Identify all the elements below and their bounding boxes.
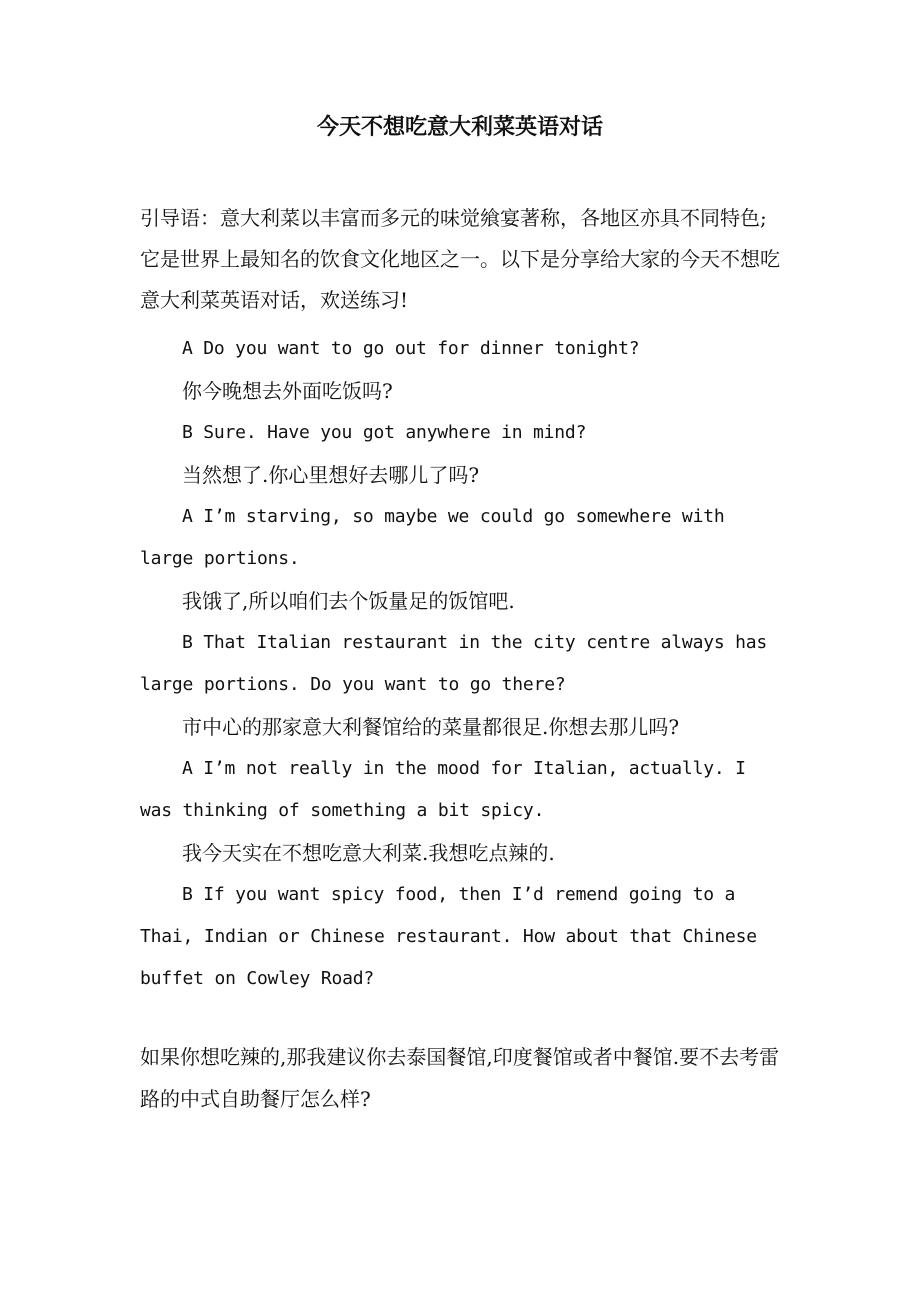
dialogue-line-chinese: 市中心的那家意大利餐馆给的菜量都很足.你想去那儿吗? — [182, 715, 680, 739]
dialogue-line-chinese: 当然想了.你心里想好去哪儿了吗? — [182, 463, 480, 487]
dialogue-line-english: A I’m starving, so maybe we could go somewhere with large portions. — [140, 506, 725, 569]
dialogue-line-english: A I’m not really in the mood for Italian, actually. I was thinking of something a bit spicy. — [140, 758, 746, 821]
dialogue-line-english: B Sure. Have you got anywhere in mind? — [182, 422, 587, 443]
dialogue-line-chinese: 你今晚想去外面吃饭吗? — [182, 379, 393, 403]
dialogue-line-english: A Do you want to go out for dinner tonight? — [182, 338, 640, 359]
dialogue — [140, 328, 780, 1000]
final-translation: 如果你想吃辣的,那我建议你去泰国餐馆,印度餐馆或者中餐馆.要不去考雷路的中式自助餐厅怎么样? — [140, 1045, 780, 1111]
dialogue-line-english: B If you want spicy food, then I’d remend going to a Thai, Indian or Chinese restaurant. How about that Chinese buffet on Cowley Road? — [140, 884, 757, 989]
dialogue-line-english: B That Italian restaurant in the city centre always has large portions. Do you want to go there? — [140, 632, 768, 695]
intro-paragraph: 引导语：意大利菜以丰富而多元的味觉飨宴著称，各地区亦具不同特色;它是世界上最知名的饮食文化地区之一。以下是分享给大家的今天不想吃意大利菜英语对话，欢送练习! — [140, 206, 780, 312]
dialogue-line-chinese: 我今天实在不想吃意大利菜.我想吃点辣的. — [182, 841, 555, 865]
dialogue-line-chinese: 我饿了,所以咱们去个饭量足的饭馆吧. — [182, 589, 515, 613]
document-title: 今天不想吃意大利菜英语对话 — [316, 114, 603, 140]
